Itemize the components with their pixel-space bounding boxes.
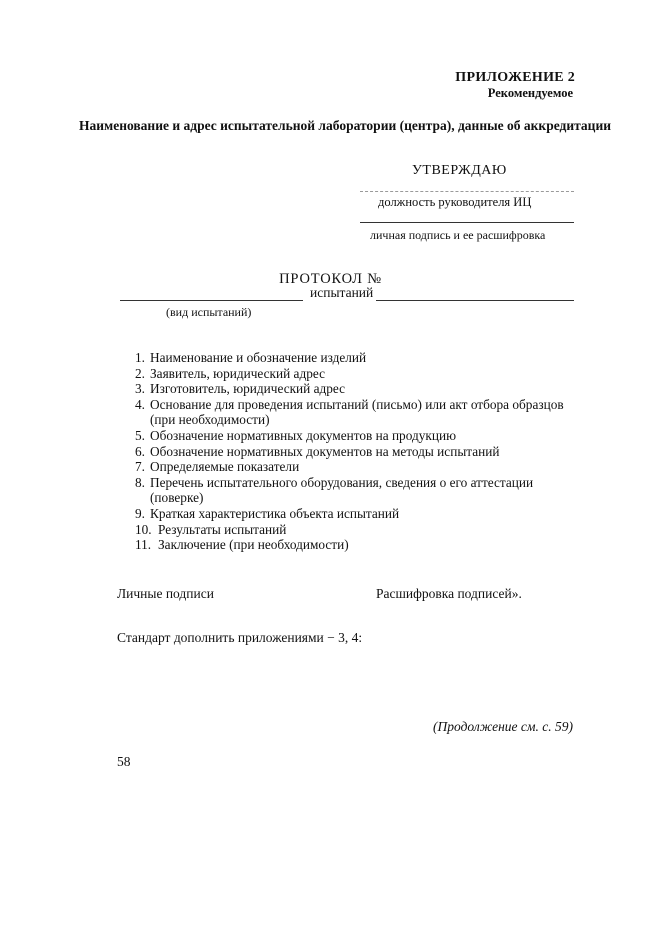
list-item: 4. Основание для проведения испытаний (письмо) или акт отбора образцов (при необходимости) [135,396,564,428]
lab-heading: Наименование и адрес испытательной лаборатории (центра), данные об аккредитации [78,118,612,133]
approval-label: УТВЕРЖДАЮ [412,163,507,178]
appendix-status: Рекомендуемое [487,86,573,100]
list-item: 5. Обозначение нормативных документов на продукцию [135,427,457,443]
protocol-title: ПРОТОКОЛ № [279,271,382,287]
list-item: 3. Изготовитель, юридический адрес [135,381,346,397]
personal-signatures-label: Личные подписи [117,586,214,601]
page-number: 58 [117,754,131,769]
list-item: 10. Результаты испытаний [135,521,287,537]
signature-line [360,222,574,223]
list-item: 1. Наименование и обозначение изделий [135,350,367,365]
list-item: 11. Заключение (при необходимости) [135,537,349,553]
list-item: 7. Определяемые показатели [135,459,300,475]
position-line [360,191,574,192]
amendment-text: Стандарт дополнить приложениями − 3, 4: [117,630,363,645]
appendix-title: ПРИЛОЖЕНИЕ 2 [455,70,575,85]
protocol-name-line [376,300,574,301]
list-item: 8. Перечень испытательного оборудования, сведения о его аттестации (поверке) [135,474,534,506]
list-item: 2. Заявитель, юридический адрес [135,365,326,381]
protocol-items-list [135,350,580,553]
tests-word: испытаний [310,285,374,300]
test-kind-line [120,300,303,301]
position-caption: должность руководителя ИЦ [378,195,532,209]
test-kind-caption: (вид испытаний) [166,305,252,319]
list-item: 6. Обозначение нормативных документов на методы испытаний [135,443,500,459]
signature-decoding-label: Расшифровка подписей». [376,586,522,601]
continued-note: (Продолжение см. с. 59) [433,719,573,734]
signature-caption: личная подпись и ее расшифровка [370,228,546,242]
list-item: 9. Краткая характеристика объекта испытаний [135,505,400,521]
